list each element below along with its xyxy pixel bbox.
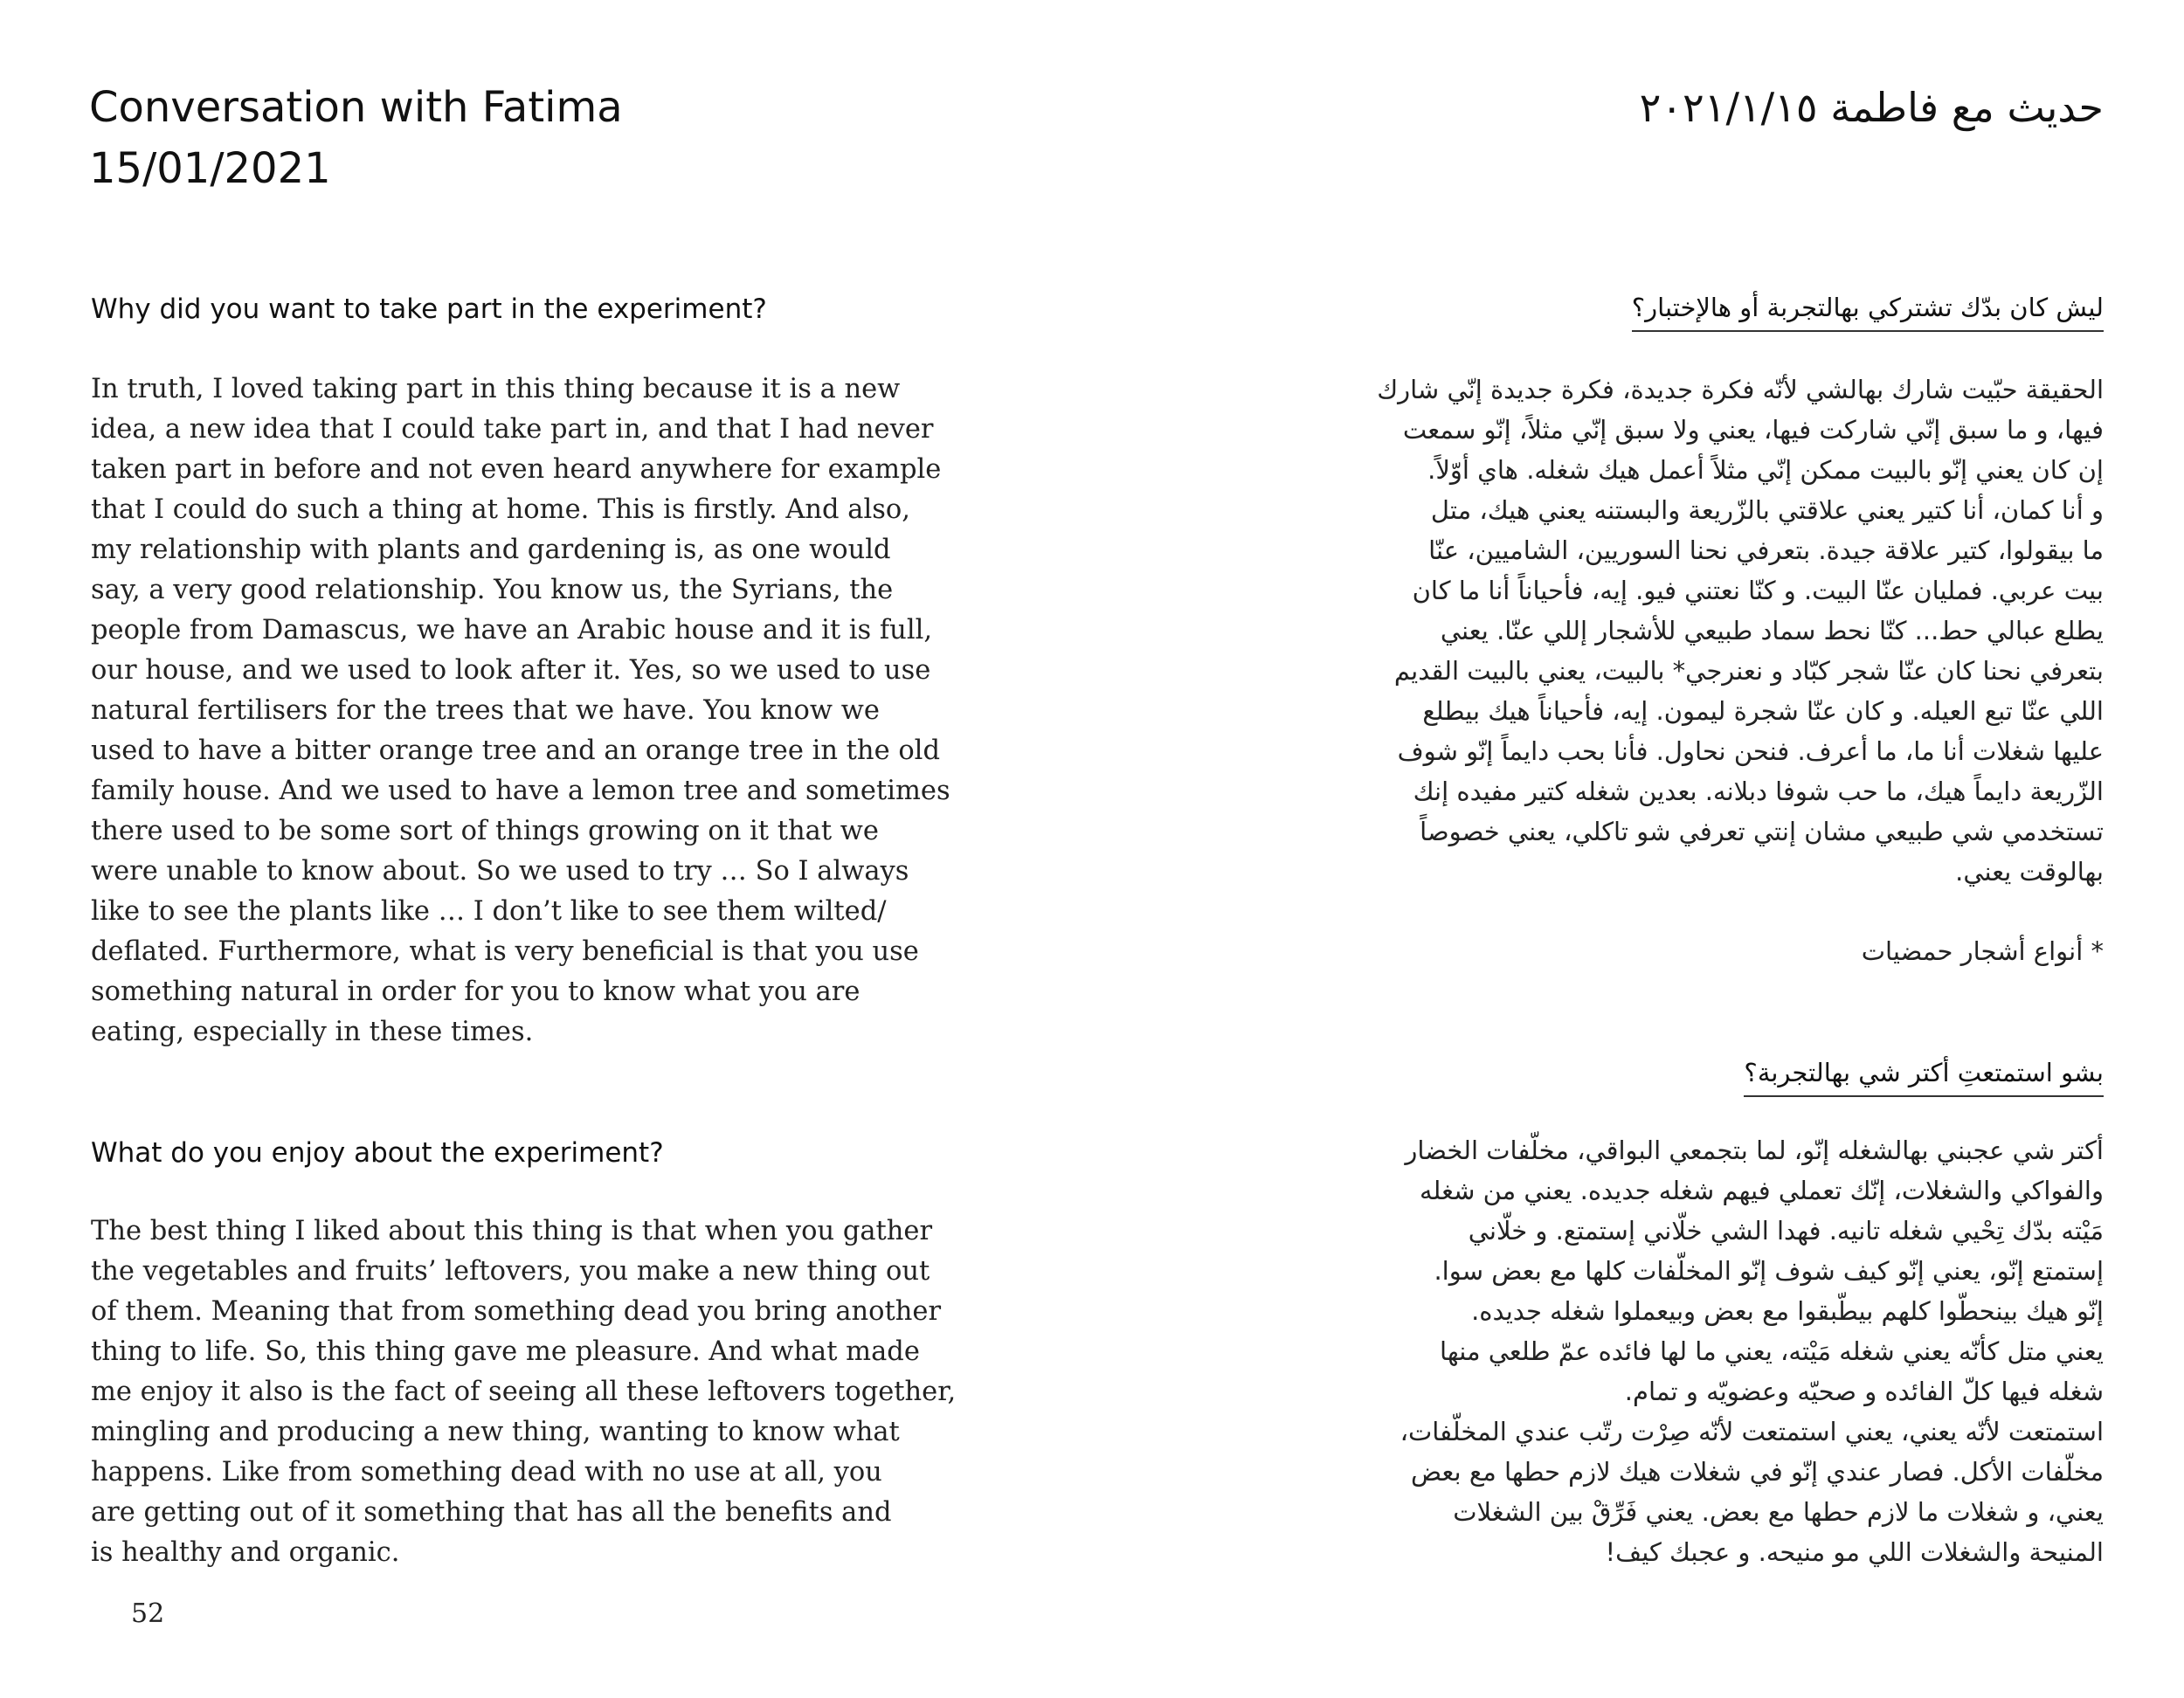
arabic-answer-1-line: بتعرفي نحنا كان عنّا شجر كبّاد و نعنرجي* بالبيت، يعني بالبيت القديم bbox=[1393, 656, 2104, 686]
arabic-answer-2-line: استمتعت لأنّه يعني، يعني استمتعت لأنّه صِرْت رتّب عندي المخلّفات، bbox=[1400, 1417, 2104, 1446]
english-answer-1-line: In truth, I loved taking part in this thing because it is a new bbox=[91, 374, 901, 404]
arabic-answer-1-line: إن كان يعني إنّو بالبيت ممكن إنّي مثلاً أعمل هيك شغله. هاي أوّلاً. bbox=[1427, 455, 2104, 485]
english-answer-1-line: there used to be some sort of things growing on it that we bbox=[91, 816, 879, 846]
arabic-answer-1 bbox=[1230, 369, 2104, 892]
arabic-answer-1-line: الحقيقة حبّيت شارك بهالشي لأنّه فكرة جديدة، فكرة جديدة إنّي شارك bbox=[1377, 375, 2104, 404]
english-answer-1-line: natural fertilisers for the trees that we have. You know we bbox=[91, 695, 880, 726]
english-answer-2-line: mingling and producing a new thing, wanting to know what bbox=[91, 1417, 900, 1447]
arabic-answer-1-line: و أنا كمان، أنا كتير يعني علاقتي بالزّريعة والبستنه يعني هيك، متل bbox=[1430, 495, 2104, 525]
arabic-answer-2-line: إستمتع إنّو، يعني إنّو كيف شوف إنّو المخلّفات كلها مع بعض سوا. bbox=[1434, 1256, 2104, 1286]
english-answer-1-line: say, a very good relationship. You know us, the Syrians, the bbox=[91, 575, 894, 605]
english-answer-1-line: people from Damascus, we have an Arabic house and it is full, bbox=[91, 615, 933, 645]
english-answer-1-line: like to see the plants like … I don’t like to see them wilted/ bbox=[91, 896, 887, 927]
english-answer-2-line: me enjoy it also is the fact of seeing all these leftovers together, bbox=[91, 1377, 957, 1407]
arabic-footnote: * أنواع أشجار حمضيات bbox=[1861, 936, 2104, 966]
english-answer-1-line: our house, and we used to look after it. Yes, so we used to use bbox=[91, 655, 931, 686]
english-answer-1-line: that I could do such a thing at home. This is firstly. And also, bbox=[91, 494, 910, 525]
arabic-answer-2-line: والفواكي والشغلات، إنّك تعملي فيهم شغله جديده. يعني من شغله bbox=[1419, 1176, 2104, 1205]
english-title bbox=[89, 77, 875, 199]
arabic-answer-2-line: شغله فيها كلّ الفائده و صحيّه وعضويّه و تمام. bbox=[1624, 1377, 2104, 1406]
arabic-question-1: ليش كان بدّك تشتركي بهالتجربة أو هالإختبار؟ bbox=[1632, 288, 2104, 332]
arabic-question-2: بشو استمتعتِ أكتر شي بهالتجربة؟ bbox=[1744, 1053, 2104, 1097]
arabic-answer-2-line: إنّو هيك بينحطّوا كلهم بيطّبقوا مع بعض وبيعملوا شغله جديده. bbox=[1471, 1296, 2104, 1326]
english-answer-2-line: thing to life. So, this thing gave me pleasure. And what made bbox=[91, 1336, 920, 1367]
arabic-answer-1-line: تستخدمي شي طبيعي مشان إنتي تعرفي شو تاكلي، يعني خصوصاً bbox=[1420, 817, 2104, 846]
arabic-answer-1-line: اللي عنّا تبع العيله. و كان عنّا شجرة ليمون. إيه، فأحياناً هيك بيطلع bbox=[1422, 696, 2104, 726]
english-title-date: 15/01/2021 bbox=[89, 144, 331, 193]
english-answer-1-line: family house. And we used to have a lemon tree and sometimes bbox=[91, 776, 950, 806]
english-answer-2 bbox=[91, 1211, 973, 1573]
arabic-answer-1-line: يطلع عبالي حط... كنّا نحط سماد طبيعي للأشجار إللي عنّا. يعني bbox=[1440, 616, 2104, 645]
english-question-2: What do you enjoy about the experiment? bbox=[91, 1137, 664, 1169]
arabic-answer-1-line: عليها شغلات أنا ما، ما أعرف. فنحن نحاول. فأنا بحب دايماً إنّو شوف bbox=[1397, 736, 2104, 766]
english-answer-1-line: something natural in order for you to know what you are bbox=[91, 977, 860, 1007]
arabic-title: حديث مع فاطمة ٢٠٢١/١/١٥ bbox=[1639, 84, 2104, 131]
english-answer-2-line: is healthy and organic. bbox=[91, 1537, 400, 1568]
arabic-answer-1-line: بهالوقت يعني. bbox=[1955, 857, 2104, 887]
english-answer-1-line: used to have a bitter orange tree and an orange tree in the old bbox=[91, 735, 940, 766]
english-question-1: Why did you want to take part in the experiment? bbox=[91, 293, 767, 325]
english-answer-2-line: the vegetables and fruits’ leftovers, you make a new thing out bbox=[91, 1256, 930, 1287]
english-answer-2-line: The best thing I liked about this thing is that when you gather bbox=[91, 1216, 933, 1246]
english-answer-1-line: taken part in before and not even heard anywhere for example bbox=[91, 454, 942, 485]
arabic-answer-1-line: الزّريعة دايماً هيك، ما حب شوفا دبلانه. بعدين شغله كتير مفيده إنك bbox=[1413, 777, 2104, 806]
arabic-answer-1-line: بيت عربي. فمليان عنّا البيت. و كنّا نعتني فيو. إيه، فأحياناً أنا ما كان bbox=[1412, 576, 2104, 605]
english-answer-2-line: of them. Meaning that from something dead you bring another bbox=[91, 1296, 942, 1327]
english-answer-1-line: my relationship with plants and gardening is, as one would bbox=[91, 535, 891, 565]
english-answer-1-line: idea, a new idea that I could take part in, and that I had never bbox=[91, 414, 934, 445]
english-answer-1-line: were unable to know about. So we used to try … So I always bbox=[91, 856, 909, 887]
arabic-answer-1-line: ما بيقولوا، كتير علاقة جيدة. بتعرفي نحنا السوريين، الشاميين، عنّا bbox=[1428, 535, 2104, 565]
english-answer-2-line: are getting out of it something that has all the benefits and bbox=[91, 1497, 892, 1528]
arabic-answer-1-line: فيها، و ما سبق إنّي شاركت فيها، يعني ولا سبق إنّي مثلاً، إنّو سمعت bbox=[1402, 415, 2104, 445]
arabic-answer-2-line: المنيحة والشغلات اللي مو منيحه. و عجبك كيف! bbox=[1605, 1537, 2104, 1567]
english-answer-1 bbox=[91, 369, 973, 1053]
arabic-answer-2-line: مخلّفات الأكل. فصار عندي إنّو في شغلات هيك لازم حطها مع بعض bbox=[1411, 1457, 2104, 1487]
english-answer-2-line: happens. Like from something dead with no use at all, you bbox=[91, 1457, 882, 1487]
english-title-line1: Conversation with Fatima bbox=[89, 83, 623, 132]
arabic-answer-2-line: مَيْته بدّك تِحْيي شغله تانيه. فهدا الشي خلّاني إستمتع. و خلّاني bbox=[1468, 1216, 2104, 1246]
english-answer-1-line: deflated. Furthermore, what is very beneficial is that you use bbox=[91, 936, 919, 967]
arabic-answer-2-line: يعني متل كأنّه يعني شغله مَيْته، يعني ما لها فائده عمّ طلعي منها bbox=[1440, 1336, 2104, 1366]
arabic-answer-2 bbox=[1230, 1130, 2104, 1572]
arabic-answer-2-line: أكتر شي عجبني بهالشغله إنّو، لما بتجمعي البواقي، مخلّفات الخضار bbox=[1405, 1135, 2104, 1165]
english-answer-1-line: eating, especially in these times. bbox=[91, 1017, 534, 1047]
page-number: 52 bbox=[131, 1598, 165, 1629]
arabic-answer-2-line: يعني، و شغلات ما لازم حطها مع بعض. يعني فَرِّقْ بين الشغلات bbox=[1453, 1497, 2104, 1527]
